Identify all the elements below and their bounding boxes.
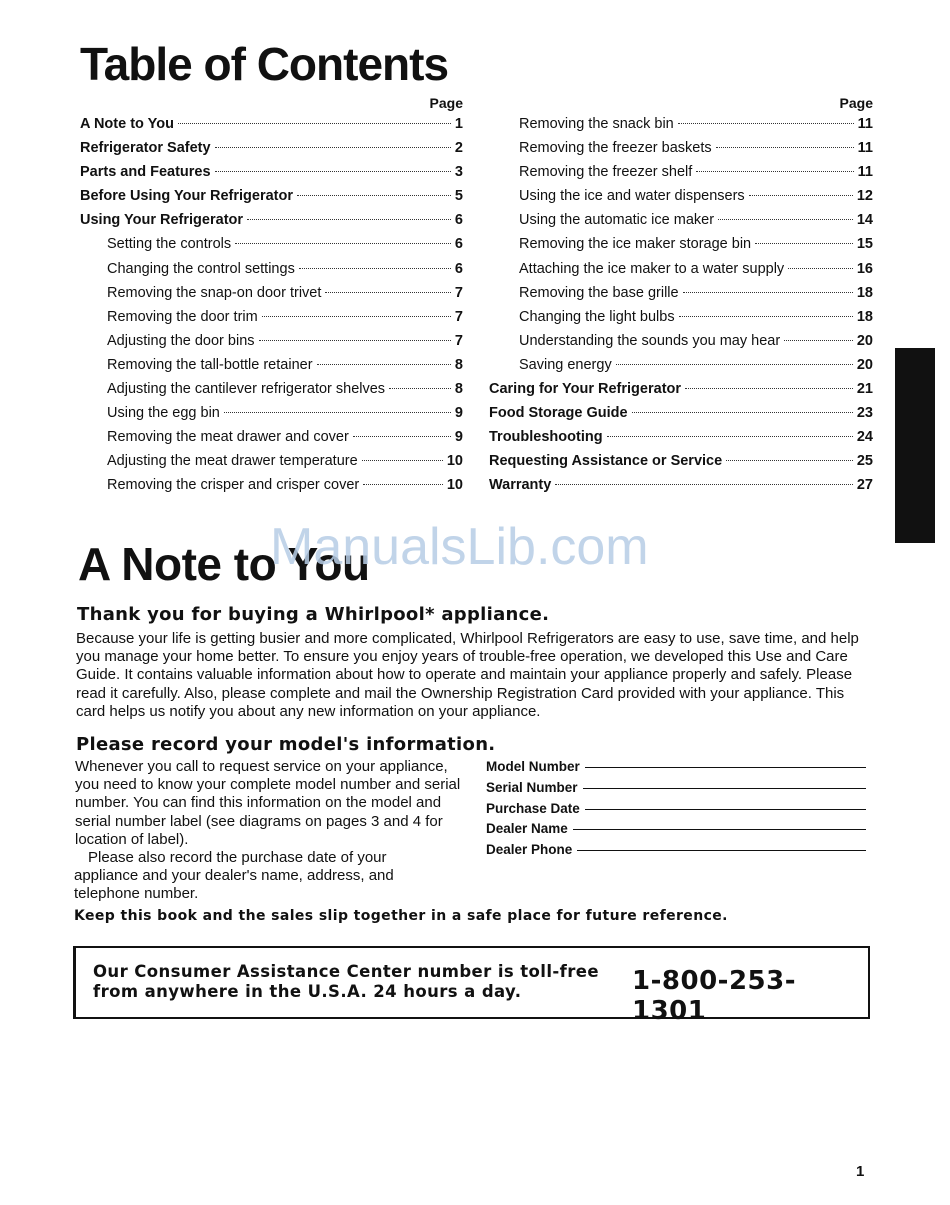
page-column-header: Page <box>839 95 873 111</box>
dealer-name-field[interactable] <box>486 821 866 842</box>
toc-entry[interactable] <box>489 449 873 473</box>
toc-entry-label: A Note to You <box>80 116 174 132</box>
field-label: Dealer Phone <box>486 842 573 858</box>
dot-leader <box>262 316 451 317</box>
toc-entry-page: 14 <box>856 212 873 229</box>
fill-in-line <box>577 850 866 851</box>
toc-entry-label: Removing the snap-on door trivet <box>107 284 322 301</box>
toc-entry-page: 11 <box>857 116 873 132</box>
toc-entry-page: 6 <box>454 236 463 253</box>
toc-entry-label: Requesting Assistance or Service <box>489 453 723 470</box>
dot-leader <box>678 123 854 124</box>
toc-title: Table of Contents <box>80 38 449 90</box>
toc-entry-label: Using the ice and water dispensers <box>519 188 745 205</box>
toc-entry-label: Refrigerator Safety <box>80 140 211 157</box>
toc-entry[interactable] <box>80 401 463 425</box>
assistance-phone[interactable]: 1-800-253-1301 <box>632 966 797 1026</box>
page-column-header: Page <box>429 95 463 111</box>
toc-entry-page: 11 <box>857 140 873 157</box>
dot-leader <box>607 436 853 437</box>
dot-leader <box>749 195 853 196</box>
toc-entry[interactable] <box>80 449 463 473</box>
toc-entry[interactable] <box>489 232 873 256</box>
toc-entry[interactable] <box>489 353 873 377</box>
toc-entry-page: 1 <box>454 116 463 132</box>
toc-entry[interactable] <box>80 136 463 160</box>
toc-entry-label: Attaching the ice maker to a water supply <box>519 260 785 277</box>
watermark: ManualsLib.com <box>270 518 649 576</box>
toc-right-list <box>489 112 873 498</box>
record-paragraph-2: Please also record the purchase date of your appliance and your dealer's name, address, and telephone number. <box>74 849 394 903</box>
dot-leader <box>247 219 451 220</box>
section-tab-marker <box>895 348 935 543</box>
toc-entry[interactable] <box>80 257 463 281</box>
toc-entry-label: Removing the door trim <box>107 308 258 325</box>
toc-entry-label: Removing the base grille <box>519 284 679 301</box>
toc-entry-page: 8 <box>454 356 463 373</box>
dot-leader <box>317 364 451 365</box>
dot-leader <box>755 243 853 244</box>
record-heading: Please record your model's information. <box>76 734 496 755</box>
toc-entry-label: Using the egg bin <box>107 405 220 422</box>
toc-entry-page: 7 <box>454 308 463 325</box>
toc-entry[interactable] <box>489 425 873 449</box>
dot-leader <box>325 292 451 293</box>
dot-leader <box>178 123 451 124</box>
page-number: 1 <box>856 1163 865 1180</box>
toc-entry-label: Before Using Your Refrigerator <box>80 188 293 205</box>
toc-entry-label: Removing the ice maker storage bin <box>519 236 752 253</box>
field-label: Dealer Name <box>486 821 568 837</box>
dot-leader <box>788 268 853 269</box>
toc-entry-page: 18 <box>856 308 873 325</box>
thank-you-paragraph: Because your life is getting busier and more complicated, Whirlpool Refrigerators are easy to use, save time, and help you manage your home better. To ensure you enjoy years of trouble-free operation, we developed this Use and Care Guide. It contains valuable information about how to operate and maintain your appliance properly and safely. Please read it carefully. Also, please complete and mail the Ownership Registration Card provided with your appliance. This card helps us notify you about any new information on your appliance. <box>76 630 859 720</box>
toc-entry[interactable] <box>489 112 873 136</box>
toc-entry[interactable] <box>489 257 873 281</box>
toc-entry-page: 12 <box>856 188 873 205</box>
toc-entry-page: 23 <box>856 405 873 422</box>
toc-entry-page: 2 <box>454 140 463 157</box>
toc-entry[interactable] <box>80 305 463 329</box>
toc-entry-label: Removing the crisper and crisper cover <box>107 477 360 494</box>
dot-leader <box>353 436 451 437</box>
toc-entry[interactable] <box>489 136 873 160</box>
toc-entry[interactable] <box>80 160 463 184</box>
dot-leader <box>363 484 443 485</box>
toc-entry-page: 16 <box>856 260 873 277</box>
toc-entry-label: Understanding the sounds you may hear <box>519 332 781 349</box>
dot-leader <box>215 171 451 172</box>
toc-entry[interactable] <box>489 401 873 425</box>
toc-entry-page: 7 <box>454 284 463 301</box>
toc-entry[interactable] <box>489 329 873 353</box>
fill-in-line <box>583 788 866 789</box>
toc-entry[interactable] <box>489 305 873 329</box>
toc-left-list <box>80 112 463 498</box>
keep-notice: Keep this book and the sales slip together in a safe place for future reference. <box>74 908 728 924</box>
toc-entry-label: Setting the controls <box>107 236 232 253</box>
purchase-date-field[interactable] <box>486 801 866 822</box>
toc-entry[interactable] <box>489 160 873 184</box>
dot-leader <box>718 219 853 220</box>
dot-leader <box>224 412 451 413</box>
toc-entry-label: Changing the light bulbs <box>519 308 675 325</box>
assistance-box <box>73 946 870 1026</box>
toc-entry-label: Parts and Features <box>80 164 211 181</box>
toc-entry-page: 27 <box>856 477 873 494</box>
dot-leader <box>616 364 853 365</box>
dot-leader <box>679 316 853 317</box>
toc-entry[interactable] <box>489 377 873 401</box>
toc-right-column <box>489 94 873 498</box>
toc-entry-page: 11 <box>857 164 873 181</box>
toc-entry-label: Troubleshooting <box>489 429 603 446</box>
dealer-phone-field[interactable] <box>486 842 866 863</box>
toc-entry-page: 6 <box>454 260 463 277</box>
toc-entry[interactable] <box>489 473 873 497</box>
dot-leader <box>632 412 853 413</box>
toc-entry-page: 9 <box>454 429 463 446</box>
toc-entry-page: 20 <box>856 332 873 349</box>
toc-entry[interactable] <box>80 112 463 136</box>
toc-entry-page: 21 <box>856 381 873 398</box>
field-label: Model Number <box>486 759 580 774</box>
toc-entry-label: Saving energy <box>519 356 612 373</box>
toc-entry-label: Using Your Refrigerator <box>80 212 244 229</box>
toc-entry-page: 20 <box>856 356 873 373</box>
toc-entry-page: 25 <box>856 453 873 470</box>
field-label: Serial Number <box>486 779 578 795</box>
toc-entry-page: 8 <box>454 381 463 398</box>
toc-entry[interactable] <box>489 281 873 305</box>
assistance-text: Our Consumer Assistance Center number is toll-free from anywhere in the U.S.A. 24 hours a day. <box>93 962 599 1001</box>
dot-leader <box>389 388 451 389</box>
record-paragraph: Whenever you call to request service on your appliance, you need to know your complete model number and serial number. You can find this information on the model and serial number label (see diagrams on pages 3 and 4 for location of label). <box>75 758 461 848</box>
dot-leader <box>299 268 451 269</box>
fill-in-line <box>585 809 866 810</box>
dot-leader <box>235 243 451 244</box>
serial-number-field[interactable] <box>486 780 866 801</box>
dot-leader <box>683 292 853 293</box>
toc-entry[interactable] <box>80 329 463 353</box>
toc-entry[interactable] <box>80 208 463 232</box>
toc-entry[interactable] <box>80 184 463 208</box>
toc-entry-page: 6 <box>454 212 463 229</box>
toc-entry[interactable] <box>80 473 463 497</box>
dot-leader <box>716 147 854 148</box>
dot-leader <box>555 484 853 485</box>
thank-you-heading: Thank you for buying a Whirlpool* appliance. <box>77 604 550 625</box>
toc-entry-page: 10 <box>446 477 463 494</box>
dot-leader <box>297 195 451 196</box>
toc-entry-label: Adjusting the cantilever refrigerator shelves <box>107 381 386 398</box>
toc-entry[interactable] <box>80 377 463 401</box>
toc-entry-page: 3 <box>454 164 463 181</box>
toc-entry-label: Caring for Your Refrigerator <box>489 381 682 398</box>
toc-entry-label: Removing the freezer shelf <box>519 164 693 181</box>
dot-leader <box>784 340 853 341</box>
toc-entry-label: Removing the snack bin <box>519 116 674 132</box>
toc-entry-label: Adjusting the door bins <box>107 332 255 349</box>
toc-entry-page: 24 <box>856 429 873 446</box>
toc-entry-page: 7 <box>454 332 463 349</box>
toc-entry-page: 5 <box>454 188 463 205</box>
fill-in-line <box>573 829 866 830</box>
registration-fields <box>486 759 866 863</box>
toc-entry-page: 15 <box>856 236 873 253</box>
toc-entry[interactable] <box>80 232 463 256</box>
toc-left-column <box>80 94 463 498</box>
toc-entry-label: Removing the meat drawer and cover <box>107 429 349 446</box>
model-number-field[interactable] <box>486 759 866 780</box>
toc-entry-label: Changing the control settings <box>107 260 295 277</box>
toc-entry-label: Using the automatic ice maker <box>519 212 715 229</box>
toc-entry[interactable] <box>489 208 873 232</box>
toc-entry-label: Adjusting the meat drawer temperature <box>107 453 358 470</box>
toc-entry-page: 9 <box>454 405 463 422</box>
toc-entry-page: 18 <box>856 284 873 301</box>
note-title: A Note to You <box>78 538 370 590</box>
toc-entry-label: Warranty <box>489 477 552 494</box>
toc-entry[interactable] <box>80 353 463 377</box>
field-label: Purchase Date <box>486 800 580 816</box>
dot-leader <box>696 171 853 172</box>
toc-entry[interactable] <box>80 425 463 449</box>
toc-entry-label: Food Storage Guide <box>489 405 628 422</box>
toc-entry-label: Removing the tall-bottle retainer <box>107 356 313 373</box>
dot-leader <box>726 460 853 461</box>
toc-entry-page: 10 <box>446 453 463 470</box>
toc-entry-label: Removing the freezer baskets <box>519 140 712 157</box>
toc-entry[interactable] <box>80 281 463 305</box>
dot-leader <box>685 388 853 389</box>
dot-leader <box>362 460 443 461</box>
fill-in-line <box>585 767 866 768</box>
dot-leader <box>259 340 451 341</box>
dot-leader <box>215 147 451 148</box>
toc-entry[interactable] <box>489 184 873 208</box>
